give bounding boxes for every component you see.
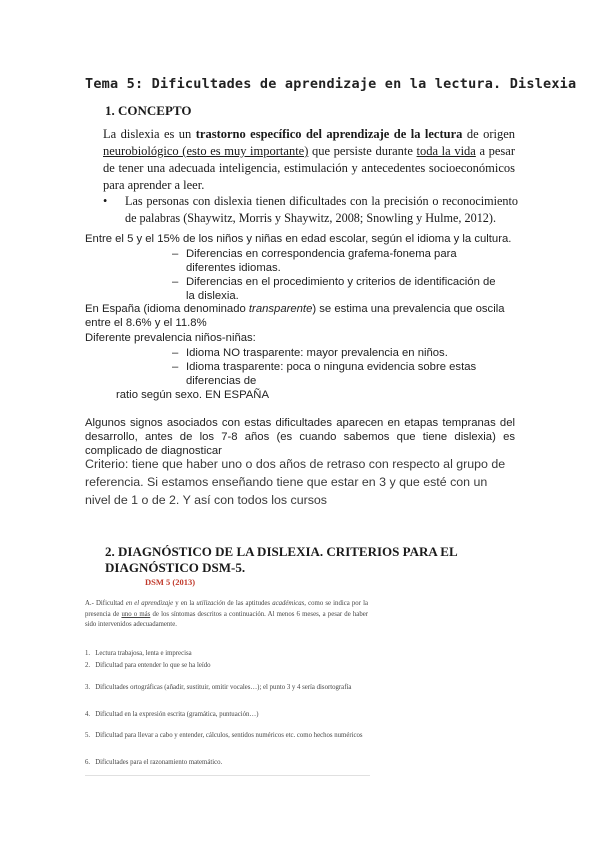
bullet-text: Las personas con dislexia tienen dificultades con la precisión o reconocimiento de palabras (Shaywitz, Morris y Shaywitz, 2008; Snowling y Hulme, 2012).	[125, 194, 518, 225]
item-number: 5.	[85, 732, 91, 739]
lifetime-underlined: toda la vida	[416, 144, 476, 158]
text-span: La dislexia es un	[103, 127, 196, 141]
criteria-item	[85, 758, 365, 769]
text-span: en el aprendizaje	[125, 600, 174, 607]
item-number: 2.	[85, 662, 91, 669]
dash-text: Diferencias en correspondencia grafema-fonema para diferentes idiomas.	[186, 248, 457, 274]
text-span: En España (idioma denominado	[85, 303, 249, 315]
spain-prevalence	[85, 302, 505, 330]
text-span: utilización	[196, 600, 226, 607]
criteria-item	[85, 683, 368, 694]
criteria-item	[85, 661, 365, 672]
text-span: uno o más	[121, 610, 151, 618]
dash-text: Diferencias en el procedimiento y criterios de identificación de la dislexia.	[186, 276, 496, 302]
item-number: 1.	[85, 650, 91, 657]
definition-paragraph	[103, 126, 515, 194]
item-text: Dificultad para entender lo que se ha leído	[95, 662, 211, 669]
text-span: de las aptitudes	[225, 600, 273, 607]
criteria-item	[85, 731, 368, 742]
definition-bold: trastorno específico del aprendizaje de la lectura	[195, 127, 463, 141]
text-span: académicas	[272, 600, 305, 607]
item-number: 4.	[85, 711, 91, 718]
item-text: Lectura trabajosa, lenta e imprecisa	[95, 650, 192, 657]
item-number: 3.	[85, 684, 91, 691]
text-span: de los síntomas descritos a continuación. Al menos 6 meses, a pesar de haber sido intervenidos adecuadamente.	[85, 610, 368, 628]
dash-text: Idioma NO trasparente: mayor prevalencia en niños.	[186, 347, 448, 359]
dash-marker: –	[172, 361, 179, 373]
transparent-italic: transparente	[248, 303, 313, 315]
dash-item	[172, 360, 502, 388]
bullet-marker: •	[103, 194, 108, 208]
item-text: Dificultades para el razonamiento matemático.	[95, 759, 223, 766]
gender-prevalence: Diferente prevalencia niños-niñas:	[85, 332, 256, 344]
early-signs: Algunos signos asociados con estas dificultades aparecen en etapas tempranas del desarrollo, antes de los 7-8 años (es cuando sabemos que tiene dislexia) es complicado de diagnosticar	[85, 417, 515, 457]
dash-item	[172, 247, 507, 275]
item-text: Dificultad para llevar a cabo y entender, cálculos, sentidos numéricos etc. como hechos numéricos	[95, 732, 363, 739]
criteria-item	[85, 649, 365, 660]
dsm-title: DSM 5 (2013)	[145, 577, 196, 587]
dsm-criteria-box	[85, 576, 370, 776]
text-span: ) se estima una prevalencia que oscila entre el 8.6% y el 11.8%	[85, 303, 505, 329]
text-span: , como se indica por la presencia de	[85, 600, 368, 618]
dash-marker: –	[172, 347, 179, 359]
criterion-note: Criterio: tiene que haber uno o dos años de retraso con respecto al grupo de referencia. Si estamos enseñando tiene que estar en 3 y que esté con un nivel de 1 o de 2. Y así con todos los cursos	[85, 457, 506, 507]
text-span: A.- Dificultad	[85, 600, 126, 607]
dash-item	[172, 275, 507, 303]
item-number: 6.	[85, 759, 91, 766]
dash-marker: –	[172, 248, 179, 260]
bullet-item	[103, 193, 518, 227]
origin-underlined: neurobiológico (esto es muy importante)	[103, 144, 309, 158]
dash-text: Idioma trasparente: poca o ninguna evidencia sobre estas diferencias de	[186, 361, 477, 387]
section-heading-diagnostico: 2. DIAGNÓSTICO DE LA DISLEXIA. CRITERIOS PARA EL DIAGNÓSTICO DSM-5.	[105, 544, 457, 575]
text-span: a pesar de tener una adecuada inteligencia, estimulación y antecedentes socioeconómicos para aprender a leer.	[103, 144, 515, 192]
text-span: que persiste durante	[308, 144, 417, 158]
text-span: y en la	[173, 600, 197, 607]
page-title: Tema 5: Dificultades de aprendizaje en la lectura. Dislexia	[85, 76, 577, 92]
dash-item	[172, 346, 507, 360]
ratio-line: ratio según sexo. EN ESPAÑA	[116, 389, 269, 401]
dash-marker: –	[172, 276, 179, 288]
prevalence-line: Entre el 5 y el 15% de los niños y niñas en edad escolar, según el idioma y la cultura.	[85, 233, 512, 245]
box-bottom-rule	[85, 775, 370, 776]
item-text: Dificultad en la expresión escrita (gramática, puntuación…)	[95, 711, 259, 718]
section-heading-concepto: 1. CONCEPTO	[105, 103, 192, 118]
criteria-item	[85, 710, 365, 721]
dsm-intro	[85, 599, 368, 631]
item-text: Dificultades ortográficas (añadir, sustituir, omitir vocales…); el punto 3 y 4 sería disortografía	[95, 684, 352, 691]
text-span: de origen	[462, 127, 516, 141]
